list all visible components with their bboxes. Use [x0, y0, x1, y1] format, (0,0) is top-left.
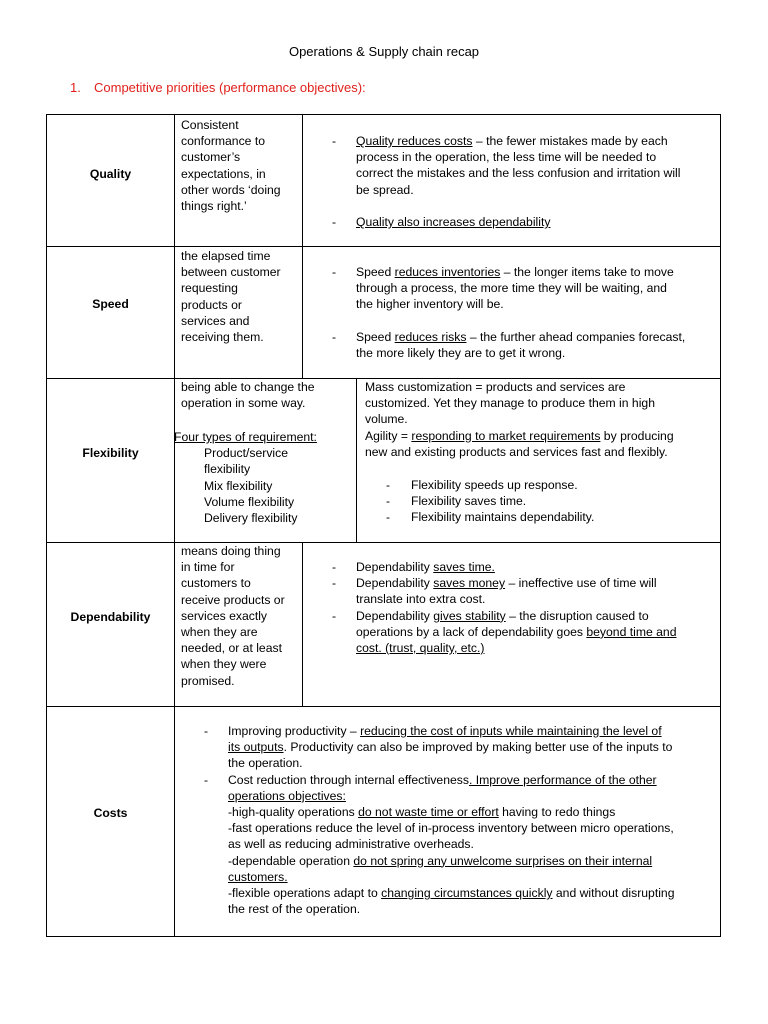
definition: [181, 248, 281, 345]
text-line: Flexibility speeds up response.: [411, 478, 578, 492]
text-line: cost. (trust, quality, etc.): [356, 641, 485, 656]
definition: [181, 117, 281, 214]
section-heading: [70, 80, 366, 96]
text-line: -fast operations reduce the level of in-process inventory between micro operations,: [228, 821, 674, 836]
heading-number: 1.: [70, 80, 81, 95]
row-speed: [46, 246, 721, 379]
text-line: services exactly: [181, 608, 268, 623]
text-line: the operation.: [228, 756, 303, 771]
row-label: Flexibility: [82, 446, 139, 460]
text-line: operations by a lack of dependability goes beyond time and: [356, 624, 677, 639]
definition: [181, 379, 315, 411]
bullet-dash: -: [332, 134, 337, 148]
text-line: the more likely they are to get it wrong.: [356, 346, 566, 361]
text-line: the higher inventory will be.: [356, 297, 504, 312]
text-line: Consistent: [181, 118, 239, 132]
heading-text: Competitive priorities (performance objectives):: [94, 80, 366, 95]
text-line: Product/service: [204, 446, 288, 461]
text-line: customers.: [228, 869, 288, 884]
row-label: Costs: [93, 806, 128, 820]
text-line: means doing thing: [181, 544, 281, 558]
text-line: through a process, the more time they will be waiting, and: [356, 281, 667, 296]
text-line: receive products or: [181, 592, 285, 607]
text-line: Cost reduction through internal effectiveness. Improve performance of the other: [228, 772, 657, 787]
row-dependability: [46, 542, 721, 707]
text-line: needed, or at least: [181, 641, 282, 656]
bullet-dash: -: [204, 724, 209, 738]
flexibility-notes: [365, 379, 674, 460]
text-line: Improving productivity – reducing the cost of inputs while maintaining the level of: [228, 724, 662, 738]
text-line: as well as reducing administrative overheads.: [228, 837, 474, 852]
text-line: Flexibility maintains dependability.: [411, 510, 595, 525]
row-label: Dependability: [70, 610, 151, 624]
column-divider: [302, 247, 303, 379]
text-line: Quality also increases dependability: [356, 215, 551, 229]
column-divider: [356, 379, 357, 543]
text-line: Speed reduces risks – the further ahead companies forecast,: [356, 330, 686, 344]
text-line: the rest of the operation.: [228, 902, 361, 917]
text-line: -flexible operations adapt to changing circumstances quickly and without disrupting: [228, 886, 675, 901]
text-line: translate into extra cost.: [356, 592, 486, 607]
text-line: Mix flexibility: [204, 478, 273, 493]
column-divider: [174, 247, 175, 379]
column-divider: [174, 115, 175, 247]
text-line: new and existing products and services fast and flexibly.: [365, 444, 668, 459]
text-line: process in the operation, the less time will be needed to: [356, 150, 657, 165]
text-line: other words ‘doing: [181, 182, 281, 197]
text-line: Delivery flexibility: [204, 511, 298, 526]
text-line: correct the mistakes and the less confusion and irritation will: [356, 166, 681, 181]
text-line: Quality reduces costs – the fewer mistakes made by each: [356, 134, 668, 148]
row-costs: [46, 706, 721, 937]
text-line: being able to change the: [181, 380, 315, 394]
text-line: receiving them.: [181, 330, 264, 345]
text-line: Dependability saves time.: [356, 560, 495, 574]
text-line: Volume flexibility: [204, 494, 295, 509]
text-line: promised.: [181, 673, 235, 688]
text-line: products or: [181, 297, 242, 312]
text-line: customers to: [181, 576, 251, 591]
text-line: Dependability saves money – ineffective use of time will: [356, 576, 657, 591]
bullet-dash: -: [332, 330, 337, 344]
text-line: its outputs. Productivity can also be improved by making better use of the inputs to: [228, 740, 673, 755]
requirement-title: Four types of requirement:: [174, 430, 317, 444]
text-line: between customer: [181, 265, 281, 280]
row-label: Speed: [92, 297, 129, 311]
bullet-dash: -: [332, 608, 337, 623]
text-line: Dependability gives stability – the disruption caused to: [356, 608, 649, 623]
bullet-dash: -: [332, 560, 337, 574]
text-line: be spread.: [356, 182, 414, 197]
text-line: in time for: [181, 560, 235, 575]
text-line: -dependable operation do not spring any unwelcome surprises on their internal: [228, 853, 653, 868]
text-line: when they are: [181, 625, 258, 640]
bullet: [332, 264, 674, 313]
row-quality: [46, 114, 721, 247]
column-divider: [174, 707, 175, 936]
row-flexibility: [46, 378, 721, 543]
requirement-list: [174, 429, 317, 526]
bullet-dash: -: [386, 494, 391, 509]
bullet-list: [204, 723, 674, 917]
bullet: [332, 133, 680, 198]
column-divider: [302, 543, 303, 707]
bullet-dash: -: [386, 478, 391, 492]
bullet: [332, 329, 685, 361]
bullet-dash: -: [332, 265, 337, 279]
column-divider: [174, 543, 175, 707]
text-line: volume.: [365, 412, 408, 427]
bullet-dash: -: [332, 215, 337, 229]
document-title: Operations & Supply chain recap: [288, 44, 480, 59]
text-line: when they were: [181, 657, 267, 672]
column-divider: [302, 115, 303, 247]
text-line: -high-quality operations do not waste time or effort having to redo things: [228, 805, 616, 820]
text-line: conformance to: [181, 134, 266, 149]
text-line: Speed reduces inventories – the longer items take to move: [356, 265, 674, 279]
bullet-dash: -: [204, 772, 209, 787]
bullet-list: [332, 559, 677, 656]
text-line: customer’s: [181, 150, 241, 165]
text-line: Flexibility saves time.: [411, 494, 527, 509]
text-line: operations objectives:: [228, 788, 346, 803]
text-line: things right.’: [181, 199, 247, 214]
text-line: requesting: [181, 281, 238, 296]
text-line: Agility = responding to market requirements by producing: [365, 428, 674, 443]
text-line: Mass customization = products and services are: [365, 380, 626, 394]
bullet: [332, 214, 550, 230]
text-line: operation in some way.: [181, 396, 306, 411]
bullet-list: [386, 477, 594, 526]
text-line: flexibility: [204, 462, 251, 477]
bullet-dash: -: [332, 576, 337, 591]
row-label: Quality: [89, 167, 132, 181]
text-line: expectations, in: [181, 166, 266, 181]
text-line: services and: [181, 313, 250, 328]
bullet-dash: -: [386, 510, 391, 525]
text-line: customized. Yet they manage to produce them in high: [365, 396, 655, 411]
text-line: the elapsed time: [181, 249, 271, 263]
definition: [181, 543, 285, 689]
